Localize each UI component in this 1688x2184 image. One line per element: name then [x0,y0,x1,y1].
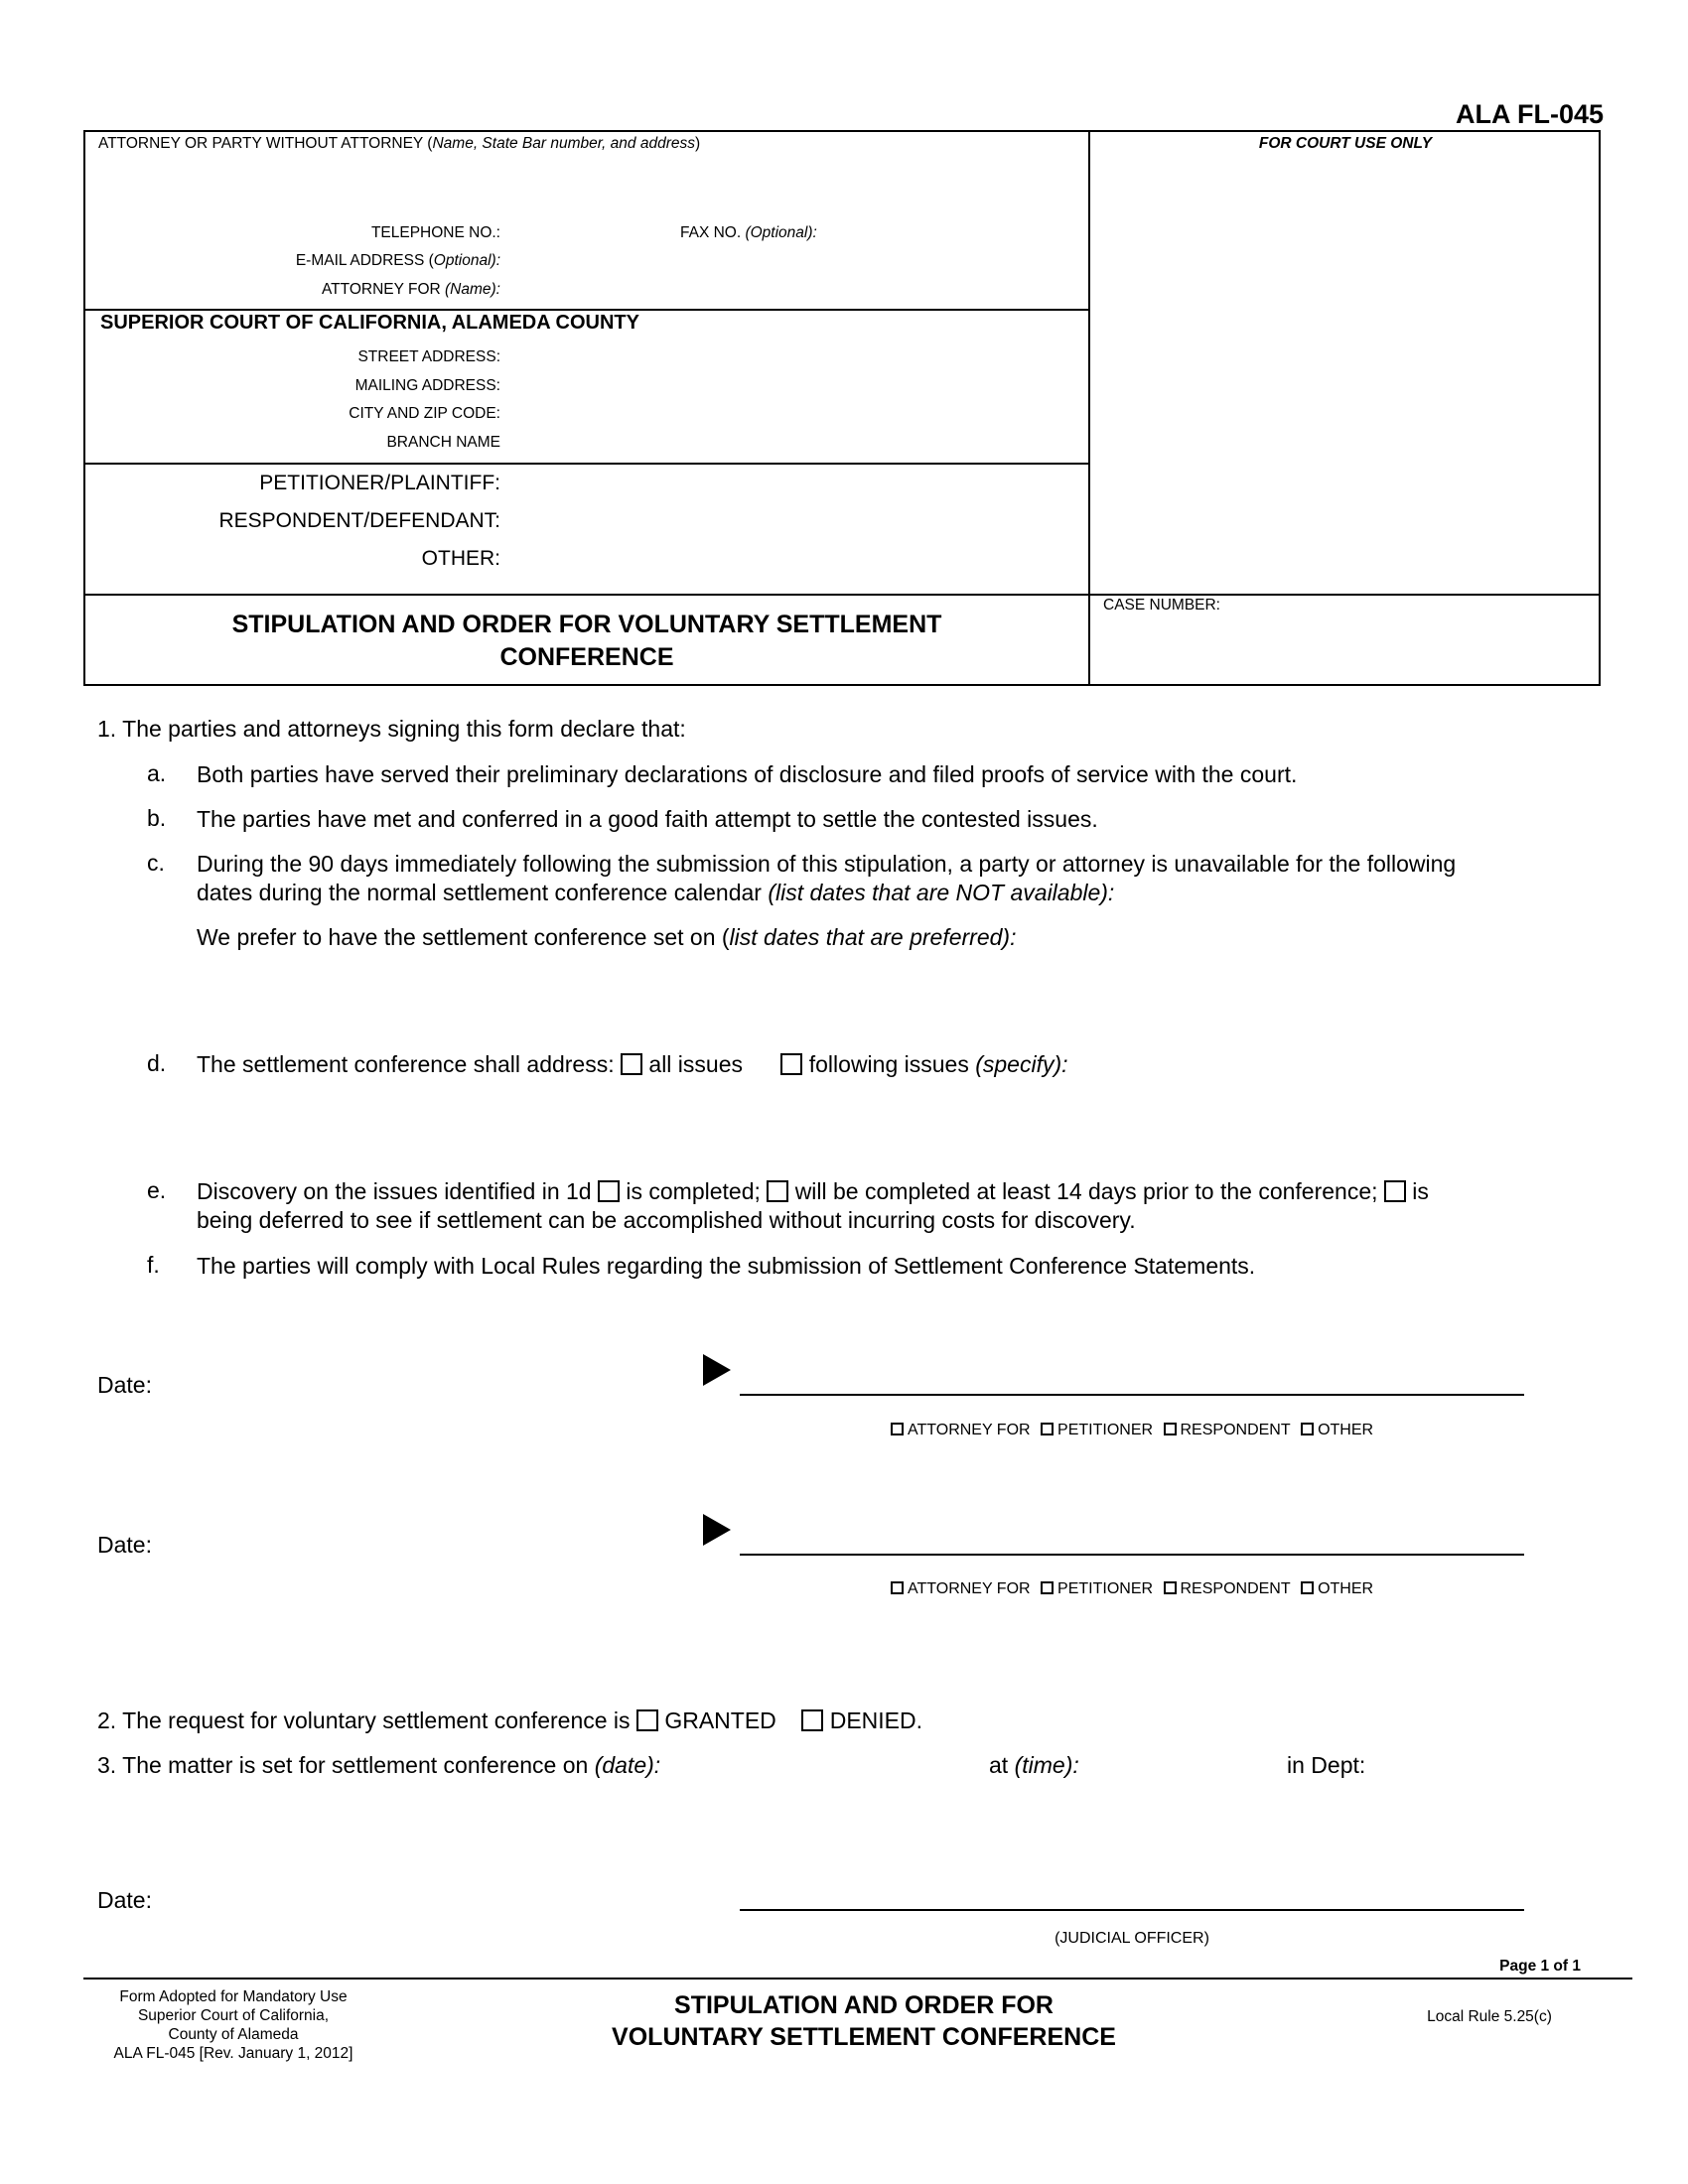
petitioner-label: PETITIONER/PLAINTIFF: [259,472,500,494]
all-issues-checkbox[interactable] [621,1053,642,1075]
court-name: SUPERIOR COURT OF CALIFORNIA, ALAMEDA COUNTY [100,312,639,334]
intro: 1. The parties and attorneys signing this form declare that: [97,716,686,742]
attorney-for-checkbox[interactable] [891,1581,904,1594]
following-issues-label: following issues [808,1051,969,1077]
judicial-officer-label: (JUDICIAL OFFICER) [1055,1930,1209,1947]
mailing-address-label: MAILING ADDRESS: [354,377,500,394]
telephone-label: TELEPHONE NO.: [370,224,500,241]
discovery-deferred-checkbox[interactable] [1384,1180,1406,1202]
footer-title-line: VOLUNTARY SETTLEMENT CONFERENCE [612,2023,1116,2051]
email-label: E-MAIL ADDRESS (Optional): [295,252,500,269]
petitioner-checkbox[interactable] [1041,1581,1054,1594]
order-item-3: 3. The matter is set for settlement conference on (date): [97,1752,661,1778]
sign-arrow-icon [703,1354,731,1386]
time-label: at (time): [989,1752,1079,1778]
form-title [85,609,1088,674]
footer-divider [83,1978,1632,1979]
footer-line: County of Alameda [168,2026,299,2043]
other-checkbox[interactable] [1301,1581,1314,1594]
other-label: OTHER: [421,547,500,570]
title-line: CONFERENCE [499,643,674,671]
court-use-label: FOR COURT USE ONLY [1258,135,1433,152]
item-f: The parties will comply with Local Rules regarding the submission of Settlement Conference Statements. [197,1253,1256,1279]
page-number: Page 1 of 1 [1499,1958,1581,1975]
dept-label: in Dept: [1287,1752,1366,1778]
all-issues-label: all issues [648,1051,744,1077]
footer-title [536,1989,1192,2053]
branch-name-label: BRANCH NAME [386,434,500,451]
item-letter: f. [147,1252,160,1278]
date-label: Date: [97,1887,152,1913]
respondent-checkbox[interactable] [1164,1423,1177,1435]
respondent-label: RESPONDENT/DEFENDANT: [218,509,500,532]
judicial-signature-line[interactable] [740,1909,1524,1911]
divider [85,463,1089,465]
denied-label: DENIED. [829,1707,923,1733]
street-address-label: STREET ADDRESS: [357,348,500,365]
footer-line: ALA FL-045 [Rev. January 1, 2012] [113,2045,353,2062]
item-c [197,850,1587,907]
signer-role-options: ATTORNEY FOR PETITIONER RESPONDENT OTHER [891,1580,1379,1598]
signature-line[interactable] [740,1554,1524,1556]
form-number: ALA FL-045 [1455,99,1604,129]
denied-checkbox[interactable] [801,1709,823,1731]
caption-box [83,130,1601,686]
footer-title-line: STIPULATION AND ORDER FOR [674,1991,1054,2019]
signature-line[interactable] [740,1394,1524,1396]
granted-checkbox[interactable] [636,1709,658,1731]
item-letter: c. [147,850,165,876]
item-letter: b. [147,805,167,831]
item-e-line2: being deferred to see if settlement can be accomplished without incurring costs for discovery. [197,1207,1136,1233]
petitioner-checkbox[interactable] [1041,1423,1054,1435]
date-label: Date: [97,1372,152,1398]
item-a: Both parties have served their preliminary declarations of disclosure and filed proofs of service with the court. [197,761,1298,787]
respondent-checkbox[interactable] [1164,1581,1177,1594]
discovery-completed-checkbox[interactable] [598,1180,620,1202]
title-line: STIPULATION AND ORDER FOR VOLUNTARY SETTLEMENT [231,611,942,638]
local-rule: Local Rule 5.25(c) [1427,2008,1552,2025]
footer-form-info [89,1987,377,2063]
granted-label: GRANTED [664,1707,776,1733]
item-e-line1: Discovery on the issues identified in 1d is completed; will be completed at least 14 days prior to the conference; is [197,1178,1429,1204]
footer-line: Superior Court of California, [137,2007,330,2024]
discovery-will-complete-checkbox[interactable] [767,1180,788,1202]
item-c-line1: During the 90 days immediately following the submission of this stipulation, a party or attorney is unavailable for the following [197,851,1457,877]
item-b: The parties have met and conferred in a good faith attempt to settle the contested issues. [197,806,1098,832]
item-c-line2: dates during the normal settlement conference calendar (list dates that are NOT available): [197,880,1115,905]
signer-role-options: ATTORNEY FOR PETITIONER RESPONDENT OTHER [891,1422,1379,1439]
divider [85,594,1599,596]
attorney-label: ATTORNEY OR PARTY WITHOUT ATTORNEY (Name, State Bar number, and address) [98,135,701,152]
divider [85,309,1089,311]
fax-label: FAX NO. (Optional): [680,224,817,241]
item-letter: a. [147,760,167,786]
other-checkbox[interactable] [1301,1423,1314,1435]
item-c-preferred: We prefer to have the settlement conference set on (list dates that are preferred): [197,924,1017,950]
order-item-2: 2. The request for voluntary settlement conference is GRANTED DENIED. [97,1707,923,1733]
sign-arrow-icon [703,1514,731,1546]
attorney-for-checkbox[interactable] [891,1423,904,1435]
following-issues-checkbox[interactable] [780,1053,802,1075]
item-letter: e. [147,1177,167,1203]
date-label: Date: [97,1532,152,1558]
case-number-label: CASE NUMBER: [1103,597,1220,614]
city-zip-label: CITY AND ZIP CODE: [349,405,500,422]
item-e [197,1177,1587,1235]
caption-divider [1088,132,1090,684]
footer-line: Form Adopted for Mandatory Use [119,1988,348,2005]
attorney-for-label: ATTORNEY FOR (Name): [321,281,500,298]
specify-label: (specify): [975,1051,1068,1077]
item-d: The settlement conference shall address: all issues following issues (specify): [197,1051,1068,1077]
item-letter: d. [147,1050,167,1076]
